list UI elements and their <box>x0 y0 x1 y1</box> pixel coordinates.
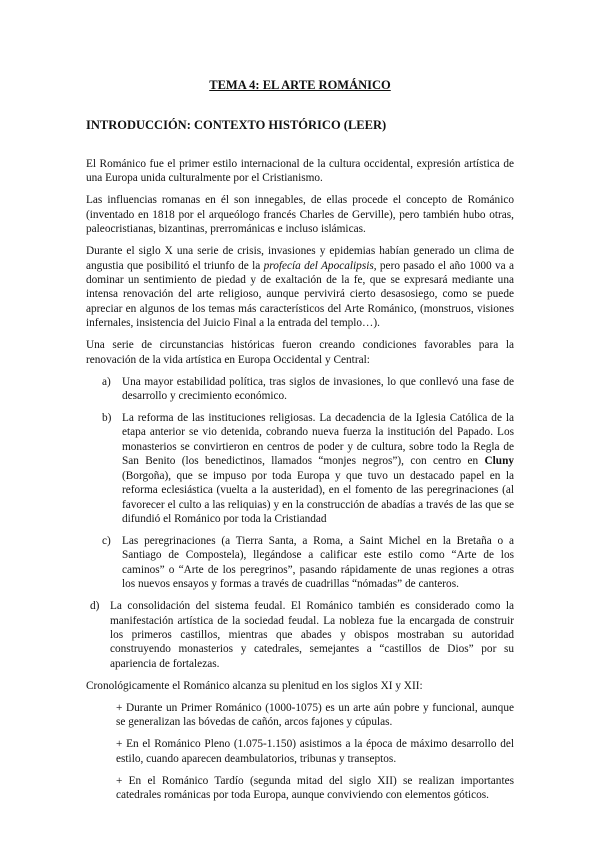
paragraph-crisis-part1: Durante el siglo X una serie de crisis, invasiones y epidemias habían generado un clima de angustia que posibilitó el triunfo de la <box>86 245 514 272</box>
paragraph-crisis <box>86 244 514 330</box>
paragraph-intro: El Románico fue el primer estilo internacional de la cultura occidental, expresión artística de una Europa unida culturalmente por el Cristianismo. <box>86 158 514 185</box>
list-item-a <box>86 375 514 404</box>
list-marker: a) <box>102 375 111 388</box>
paragraph-circumstances: Una serie de circunstancias históricas fueron creando condiciones favorables para la renovación de la vida artística en Europa Occidental y Central: <box>86 339 514 366</box>
list-marker: d) <box>90 600 100 613</box>
paragraph-crisis-part2: , pero pasado el año 1000 va a dominar un sentimiento de piedad y de exaltación de la fe, que se expresará mediante una intensa renovación del arte religioso, aunque pervivirá cierto desasosiego, como se puede apreciar en algunos de los temas más característicos del Arte Románico, (monstruos, visiones infernales, insistencia del Juicio Final a la entrada del templo…). <box>86 259 514 330</box>
list-item-text-part1: La reforma de las instituciones religiosas. La decadencia de la Iglesia Católica de la etapa anterior se vio detenida, cobrando nueva fuerza la institución del Papado. Los monasterios se convirtieron en centros de poder y de cultura, sobre todo la Regla de San Benito (los benedictinos, llamados “monjes negros”), con centro en <box>122 412 514 468</box>
cluny-bold: Cluny <box>484 455 514 468</box>
phase-full-romanesque: + En el Románico Pleno (1.075-1.150) asistimos a la época de máximo desarrollo del estilo, cuando aparecen deambulatorios, tribunas y transeptos. <box>116 738 514 765</box>
list-item-text-part2: (Borgoña), que se impuso por toda Europa y que tuvo un destacado papel en la reforma eclesiástica (vuelta a la austeridad), en el fomento de las peregrinaciones (al favorecer el culto a las reliquias) y en la construcción de abadías a través de las que se difundió el Románico por toda la Cristiandad <box>122 469 514 525</box>
list-marker: b) <box>102 412 112 425</box>
list-item-text: Las peregrinaciones (a Tierra Santa, a Roma, a Saint Michel en la Bretaña o a Santiago de Compostela), llegándose a calificar este estilo como “Arte de los caminos” o “Arte de los peregrinos”, pasando rápidamente de unas regiones a otras los nuevos ensayos y formas a través de cuadrillas “nómadas” de canteros. <box>122 534 514 591</box>
apocalypse-prophecy-italic: profecía del Apocalipsis <box>263 259 374 272</box>
paragraph-chronology: Cronológicamente el Románico alcanza su plenitud en los siglos XI y XII: <box>86 679 423 692</box>
document-body <box>86 157 514 810</box>
circumstances-list <box>86 375 514 672</box>
document-title: TEMA 4: EL ARTE ROMÁNICO <box>209 78 391 92</box>
phase-late-romanesque: + En el Románico Tardío (segunda mitad del siglo XII) se realizan importantes catedrales románicas por toda Europa, aunque conviviendo con elementos góticos. <box>116 774 514 801</box>
paragraph-influences: Las influencias romanas en él son innegables, de ellas procede el concepto de Románico (inventado en 1818 por el arqueólogo francés Charles de Gerville), pero también hubo otras, paleocristianas, bizantinas, prerrománicas e incluso islámicas. <box>86 194 514 236</box>
section-heading: INTRODUCCIÓN: CONTEXTO HISTÓRICO (LEER) <box>86 118 387 132</box>
list-item-text: Una mayor estabilidad política, tras siglos de invasiones, lo que conllevó una fase de desarrollo y crecimiento económico. <box>122 375 514 403</box>
phase-first-romanesque: + Durante un Primer Románico (1000-1075) es un arte aún pobre y funcional, aunque se generalizan las bóvedas de cañón, arcos fajones y cúpulas. <box>116 701 514 729</box>
list-item-c <box>86 534 514 592</box>
list-item-b <box>86 411 514 526</box>
list-item-text: La consolidación del sistema feudal. El Románico también es considerado como la manifestación artística de la sociedad feudal. La nobleza fue la encargada de construir los primeros castillos, mientras que abades y obispos mostraban su autoridad construyendo monasterios y catedrales, semejantes a “castillos de Dios” por su apariencia de fortalezas. <box>110 600 514 670</box>
list-item-d <box>86 599 514 671</box>
list-marker: c) <box>102 534 111 547</box>
